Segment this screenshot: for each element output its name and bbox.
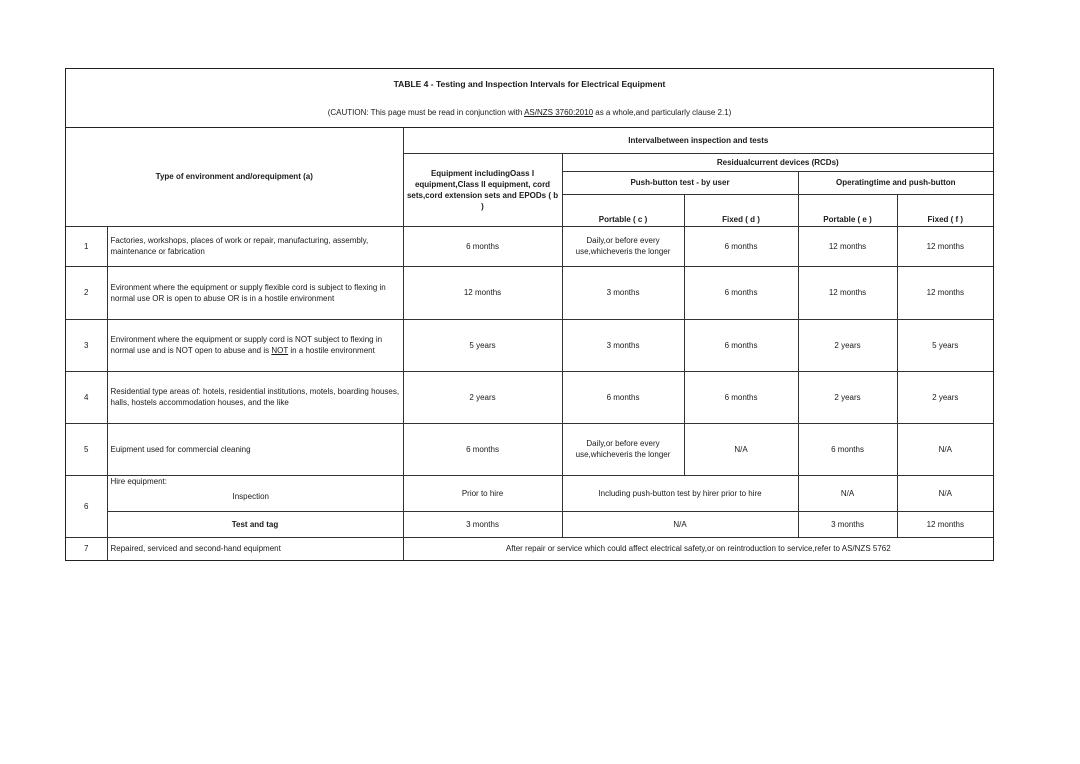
hire-equipment-label: Hire equipment:	[110, 476, 167, 486]
table-row	[66, 319, 993, 371]
cell-push-portable: 6 months	[562, 371, 684, 423]
caution-text-pre: (CAUTION: This page must be read in conjunction with	[327, 108, 525, 117]
cell-push-fixed: 6 months	[684, 266, 798, 319]
row-environment	[107, 319, 403, 371]
row-environment: Factories, workshops, places of work or repair, manufacturing, assembly, maintenance or fabrication	[107, 226, 403, 266]
cell-repair-note: After repair or service which could affect electrical safety,or on reintroduction to service,refer to AS/NZS 5762	[403, 537, 993, 560]
row-number: 5	[66, 423, 107, 475]
row-number: 4	[66, 371, 107, 423]
header-push-button-test: Push-button test - by user	[562, 171, 798, 194]
caution-text-post: as a whole,and particularly clause 2.1)	[593, 108, 732, 117]
cell-operating-fixed: 12 months	[897, 511, 993, 537]
table-row	[66, 371, 993, 423]
cell-operating-fixed: 12 months	[897, 226, 993, 266]
cell-equipment-interval: Prior to hire	[403, 475, 562, 511]
inspection-table-sheet	[65, 68, 994, 561]
cell-operating-fixed: N/A	[897, 423, 993, 475]
cell-equipment-interval: 6 months	[403, 423, 562, 475]
header-operating-time: Operatingtime and push-button	[798, 171, 993, 194]
cell-push-fixed: 6 months	[684, 226, 798, 266]
hire-inspection-label: Inspection	[232, 491, 269, 501]
header-fixed-f: Fixed ( f )	[897, 194, 993, 226]
header-interval: Intervalbetween inspection and tests	[403, 128, 993, 153]
table-row	[66, 511, 993, 537]
cell-operating-fixed: 12 months	[897, 266, 993, 319]
row-number: 6	[66, 475, 107, 537]
row-environment: Euipment used for commercial cleaning	[107, 423, 403, 475]
header-rcd: Residualcurrent devices (RCDs)	[562, 153, 993, 171]
cell-operating-portable: 2 years	[798, 371, 897, 423]
row-number: 1	[66, 226, 107, 266]
table-row	[66, 537, 993, 560]
cell-operating-portable: N/A	[798, 475, 897, 511]
row-number: 2	[66, 266, 107, 319]
cell-push-portable: Daily,or before every use,whicheveris the longer	[562, 226, 684, 266]
cell-operating-fixed: 5 years	[897, 319, 993, 371]
caution-standard-link: AS/NZS 3760:2010	[524, 108, 594, 117]
cell-push-fixed: 6 months	[684, 319, 798, 371]
hire-test-and-tag-label: Test and tag	[107, 511, 403, 537]
cell-operating-portable: 6 months	[798, 423, 897, 475]
row-environment: Repaired, serviced and second-hand equipment	[107, 537, 403, 560]
header-fixed-d: Fixed ( d )	[684, 194, 798, 226]
cell-equipment-interval: 3 months	[403, 511, 562, 537]
cell-push-portable: 3 months	[562, 266, 684, 319]
cell-operating-portable: 3 months	[798, 511, 897, 537]
cell-push-fixed: N/A	[684, 423, 798, 475]
row-environment: Residential type areas of: hotels, residential institutions, motels, boarding houses, halls, hostels accommodation houses, and the like	[107, 371, 403, 423]
env-text-not: NOT	[271, 346, 289, 355]
row-environment: Evironment where the equipment or supply flexible cord is subject to flexing in normal use OR is open to abuse OR is in a hostile environment	[107, 266, 403, 319]
cell-operating-portable: 2 years	[798, 319, 897, 371]
table-row	[66, 475, 993, 511]
header-portable-c: Portable ( c )	[562, 194, 684, 226]
cell-equipment-interval: 6 months	[403, 226, 562, 266]
cell-push-combined: Including push-button test by hirer prior to hire	[562, 475, 798, 511]
cell-equipment-interval: 2 years	[403, 371, 562, 423]
row-environment	[107, 475, 403, 511]
env-text-post: in a hostile environment	[288, 346, 375, 355]
caution-note	[66, 108, 993, 117]
cell-operating-fixed: 2 years	[897, 371, 993, 423]
cell-operating-portable: 12 months	[798, 226, 897, 266]
cell-operating-portable: 12 months	[798, 266, 897, 319]
cell-equipment-interval: 5 years	[403, 319, 562, 371]
cell-equipment-interval: 12 months	[403, 266, 562, 319]
table-row	[66, 266, 993, 319]
table-row	[66, 226, 993, 266]
header-row-1	[66, 128, 993, 153]
table-title: TABLE 4 - Testing and Inspection Intervals for Electrical Equipment	[393, 79, 666, 89]
title-block	[66, 69, 993, 128]
cell-push-portable: 3 months	[562, 319, 684, 371]
cell-operating-fixed: N/A	[897, 475, 993, 511]
header-portable-e: Portable ( e )	[798, 194, 897, 226]
cell-push-fixed: 6 months	[684, 371, 798, 423]
cell-push-portable: Daily,or before every use,whicheveris the longer	[562, 423, 684, 475]
row-number: 3	[66, 319, 107, 371]
row-number: 7	[66, 537, 107, 560]
env-text-pre: Environment where the equipment or supply cord is NOT subject to flexing in normal use and is NOT open to abuse and is	[110, 335, 383, 355]
cell-push-combined: N/A	[562, 511, 798, 537]
header-equipment-including: Equipment includingOass I equipment,Class II equipment, cord sets,cord extension sets and EPODs ( b )	[403, 153, 562, 226]
header-type-environment: Type of environment and/orequipment (a)	[66, 128, 403, 226]
table-row	[66, 423, 993, 475]
intervals-table	[66, 128, 993, 560]
